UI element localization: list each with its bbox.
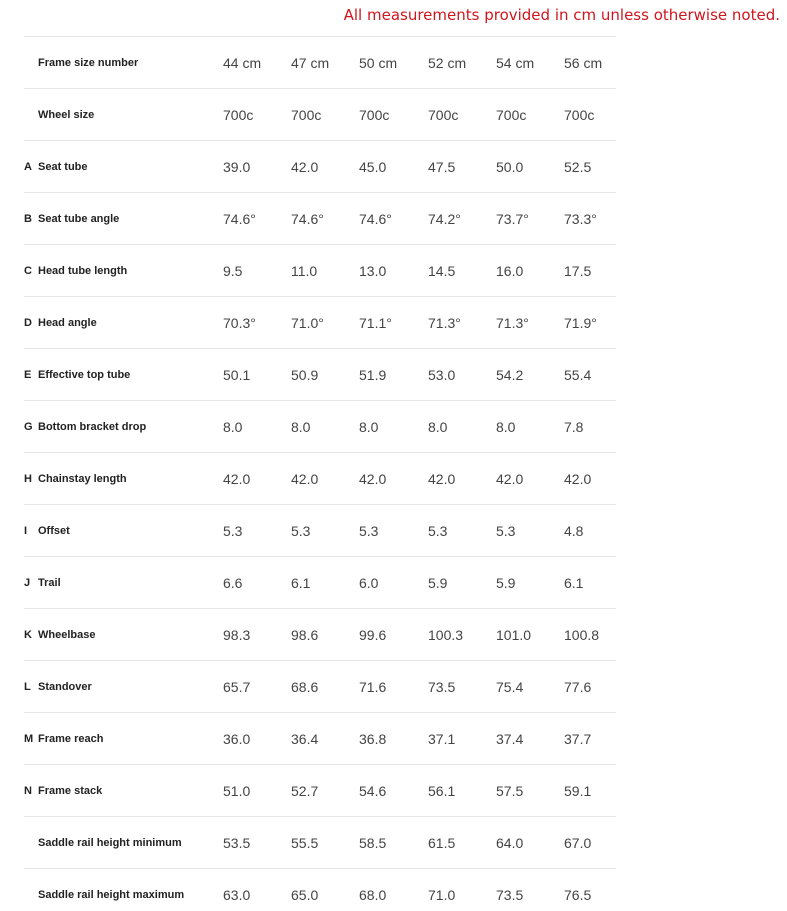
table-cell: 76.5: [564, 887, 592, 903]
table-row: [24, 192, 616, 244]
table-cell: 36.0: [223, 731, 251, 747]
table-cell: 71.9°: [564, 315, 597, 331]
row-label: Wheelbase: [38, 629, 96, 641]
table-cell: 56.1: [428, 783, 456, 799]
table-cell: 17.5: [564, 263, 592, 279]
table-cell: 42.0: [291, 471, 319, 487]
row-letter: [24, 37, 36, 89]
table-cell: 74.6°: [223, 211, 256, 227]
row-label: Trail: [38, 577, 61, 589]
table-cell: 700c: [496, 107, 527, 123]
table-cell: 42.0: [291, 159, 319, 175]
table-cell: 101.0: [496, 627, 532, 643]
table-cell: 700c: [359, 107, 390, 123]
table-cell: 6.0: [359, 575, 379, 591]
table-row: [24, 660, 616, 712]
table-cell: 50.0: [496, 159, 524, 175]
row-label: Frame reach: [38, 733, 104, 745]
row-letter: D: [24, 317, 32, 329]
row-letter: K: [24, 629, 32, 641]
table-cell: 5.3: [223, 523, 243, 539]
row-letter: [24, 89, 36, 141]
table-cell: 68.6: [291, 679, 319, 695]
table-cell: 700c: [223, 107, 254, 123]
table-cell: 11.0: [291, 263, 318, 279]
table-cell: 54 cm: [496, 55, 535, 71]
table-cell: 55.5: [291, 835, 319, 851]
table-cell: 700c: [291, 107, 322, 123]
row-label: Frame stack: [38, 785, 103, 797]
row-letter: B: [24, 213, 32, 225]
table-cell: 54.2: [496, 367, 524, 383]
row-letter: A: [24, 161, 32, 173]
table-cell: 73.5: [428, 679, 456, 695]
table-cell: 99.6: [359, 627, 387, 643]
table-cell: 74.6°: [291, 211, 324, 227]
row-letter: I: [24, 525, 28, 537]
table-cell: 98.3: [223, 627, 251, 643]
row-letter: J: [24, 577, 31, 589]
table-cell: 8.0: [359, 419, 379, 435]
row-label: Head angle: [38, 317, 97, 329]
table-cell: 5.3: [291, 523, 311, 539]
row-label: Effective top tube: [38, 369, 131, 381]
table-cell: 100.3: [428, 627, 464, 643]
table-row: [24, 348, 616, 400]
table-cell: 68.0: [359, 887, 387, 903]
table-cell: 75.4: [496, 679, 524, 695]
table-cell: 45.0: [359, 159, 387, 175]
row-label: Seat tube angle: [38, 213, 120, 225]
table-row: [24, 36, 616, 88]
table-cell: 71.1°: [359, 315, 392, 331]
table-cell: 6.1: [291, 575, 311, 591]
table-cell: 71.6: [359, 679, 387, 695]
table-cell: 5.9: [496, 575, 516, 591]
table-cell: 98.6: [291, 627, 319, 643]
row-letter: H: [24, 473, 32, 485]
table-cell: 51.0: [223, 783, 251, 799]
table-cell: 4.8: [564, 523, 584, 539]
table-cell: 36.8: [359, 731, 387, 747]
table-cell: 37.1: [428, 731, 456, 747]
row-letter: [24, 817, 36, 869]
row-label: Saddle rail height minimum: [38, 837, 182, 849]
table-cell: 42.0: [359, 471, 387, 487]
table-cell: 64.0: [496, 835, 524, 851]
table-cell: 42.0: [564, 471, 592, 487]
table-cell: 58.5: [359, 835, 387, 851]
table-cell: 5.3: [359, 523, 379, 539]
row-label: Offset: [38, 525, 70, 537]
table-cell: 65.7: [223, 679, 251, 695]
table-cell: 7.8: [564, 419, 584, 435]
table-cell: 42.0: [496, 471, 524, 487]
table-cell: 59.1: [564, 783, 592, 799]
row-letter: M: [24, 733, 34, 745]
row-label: Wheel size: [38, 109, 95, 121]
table-cell: 14.5: [428, 263, 456, 279]
table-cell: 42.0: [223, 471, 251, 487]
row-letter: C: [24, 265, 32, 277]
table-cell: 56 cm: [564, 55, 603, 71]
table-cell: 67.0: [564, 835, 592, 851]
table-cell: 37.7: [564, 731, 592, 747]
table-cell: 57.5: [496, 783, 524, 799]
table-row: [24, 868, 616, 911]
table-cell: 73.5: [496, 887, 524, 903]
row-label: Chainstay length: [38, 473, 127, 485]
row-label: Seat tube: [38, 161, 88, 173]
table-cell: 8.0: [428, 419, 448, 435]
table-row: [24, 452, 616, 504]
row-letter: N: [24, 785, 32, 797]
table-cell: 700c: [564, 107, 595, 123]
table-row: [24, 504, 616, 556]
table-cell: 71.0°: [291, 315, 324, 331]
table-cell: 9.5: [223, 263, 243, 279]
table-cell: 71.3°: [428, 315, 461, 331]
table-cell: 36.4: [291, 731, 319, 747]
table-cell: 70.3°: [223, 315, 256, 331]
table-cell: 6.6: [223, 575, 243, 591]
table-cell: 74.2°: [428, 211, 461, 227]
table-cell: 8.0: [291, 419, 311, 435]
table-cell: 13.0: [359, 263, 387, 279]
row-letter: L: [24, 681, 31, 693]
measurement-note: All measurements provided in cm unless otherwise noted.: [343, 6, 780, 24]
table-cell: 52.5: [564, 159, 592, 175]
geometry-table: [24, 36, 616, 911]
table-cell: 50.9: [291, 367, 319, 383]
table-row: [24, 556, 616, 608]
table-cell: 8.0: [223, 419, 243, 435]
table-row: [24, 712, 616, 764]
table-row: [24, 608, 616, 660]
table-cell: 6.1: [564, 575, 584, 591]
table-cell: 65.0: [291, 887, 319, 903]
table-row: [24, 816, 616, 868]
table-cell: 37.4: [496, 731, 524, 747]
table-cell: 52 cm: [428, 55, 467, 71]
table-cell: 73.3°: [564, 211, 597, 227]
row-label: Standover: [38, 681, 92, 693]
table-cell: 5.3: [428, 523, 448, 539]
row-label: Frame size number: [38, 57, 139, 69]
table-cell: 74.6°: [359, 211, 392, 227]
table-cell: 50 cm: [359, 55, 398, 71]
table-cell: 39.0: [223, 159, 251, 175]
table-cell: 100.8: [564, 627, 600, 643]
table-row: [24, 764, 616, 816]
table-cell: 16.0: [496, 263, 524, 279]
table-row: [24, 296, 616, 348]
row-label: Saddle rail height maximum: [38, 889, 185, 901]
table-cell: 700c: [428, 107, 459, 123]
table-cell: 47.5: [428, 159, 456, 175]
row-letter: [24, 869, 36, 911]
row-label: Bottom bracket drop: [38, 421, 147, 433]
table-cell: 77.6: [564, 679, 592, 695]
table-row: [24, 88, 616, 140]
table-row: [24, 400, 616, 452]
table-cell: 54.6: [359, 783, 387, 799]
table-cell: 53.0: [428, 367, 456, 383]
table-cell: 8.0: [496, 419, 516, 435]
table-row: [24, 244, 616, 296]
row-letter: G: [24, 421, 33, 433]
table-cell: 47 cm: [291, 55, 330, 71]
table-cell: 51.9: [359, 367, 387, 383]
table-cell: 42.0: [428, 471, 456, 487]
table-cell: 5.9: [428, 575, 448, 591]
table-row: [24, 140, 616, 192]
table-cell: 44 cm: [223, 55, 262, 71]
table-cell: 63.0: [223, 887, 251, 903]
table-cell: 55.4: [564, 367, 592, 383]
table-cell: 71.0: [428, 887, 456, 903]
row-label: Head tube length: [38, 265, 128, 277]
table-cell: 5.3: [496, 523, 516, 539]
table-cell: 73.7°: [496, 211, 529, 227]
table-cell: 53.5: [223, 835, 251, 851]
row-letter: E: [24, 369, 32, 381]
table-cell: 50.1: [223, 367, 251, 383]
table-cell: 71.3°: [496, 315, 529, 331]
table-cell: 61.5: [428, 835, 456, 851]
table-cell: 52.7: [291, 783, 319, 799]
